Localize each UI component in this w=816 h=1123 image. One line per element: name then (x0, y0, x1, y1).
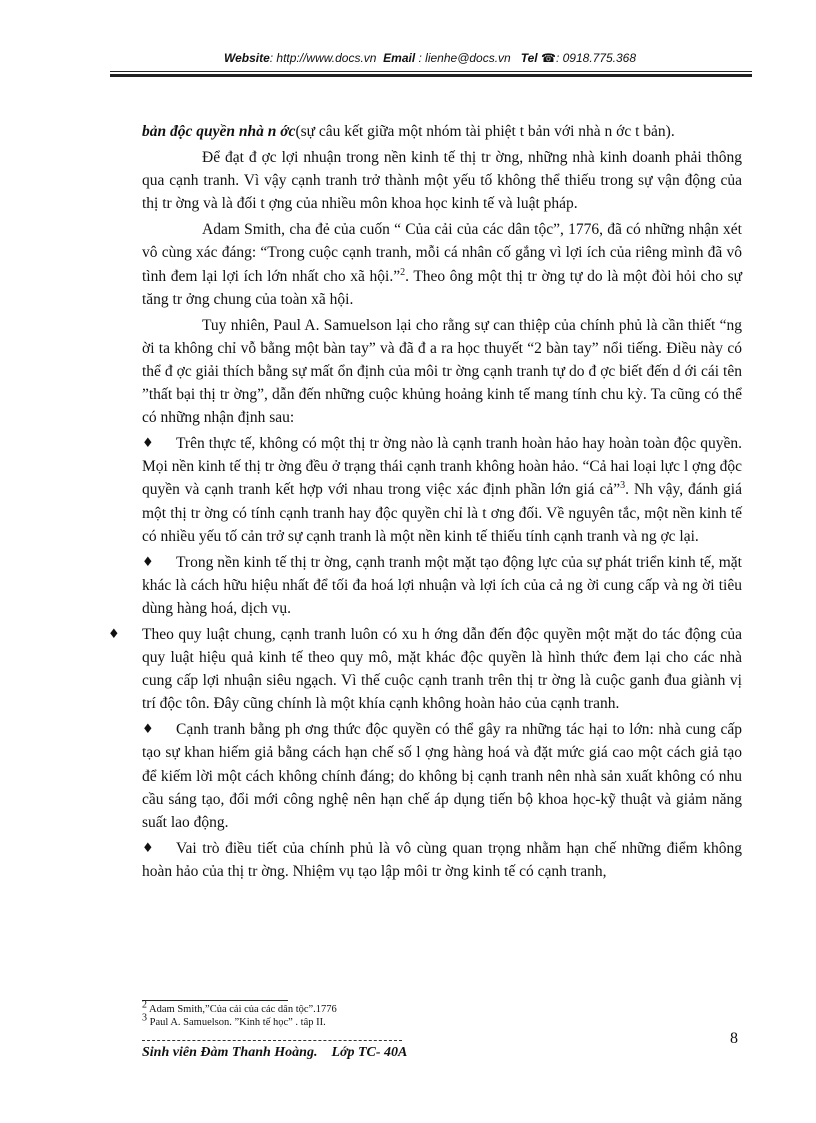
footnote-text: Paul A. Samuelson. ”Kinh tế học” . tâp II. (149, 1017, 326, 1028)
footnote-ref-3[interactable]: 3 (620, 480, 626, 492)
bullet-1-text: Trên thực tế, không có một thị tr ờng nào là cạnh tranh hoàn hảo hay hoàn toàn độc quyền. Mọi nền kinh tế thị tr ờng đều ở trạng thái cạnh tranh không hoàn hảo. “Cả hai loại lực l ợng độc quyền và cạnh tranh kết hợp với nhau trong việc xác định phần lớn giá cả” (142, 435, 742, 499)
website-url[interactable]: : http://www.docs.vn (269, 51, 377, 65)
paragraph-3-end: . Theo ông một thị tr ờng tự do là một đòi hỏi cho sự tăng tr ởng chung của toàn xã hội. (142, 267, 743, 308)
footnote-number: 3 (142, 1012, 147, 1024)
page-number: 8 (730, 1030, 738, 1047)
footnote-2 (142, 999, 542, 1016)
footer-rule (142, 1040, 402, 1041)
bullet-2-text: Trong nền kinh tế thị tr ờng, cạnh tranh một mặt tạo động lực của sự phát triển kinh tế, mặt khác là cách hữu hiệu nhất để tối đa hoá lợi nhuận và lợi ích của cả ng ời cung cấp và ng ời tiêu dùng hàng hoá, dịch vụ. (142, 553, 742, 617)
email-address[interactable]: : lienhe@docs.vn (418, 51, 511, 65)
bullet-4-text: Cạnh tranh bằng ph ơng thức độc quyền có thể gây ra những tác hại to lớn: nhà cung cấp tạo sự khan hiếm giả bằng cách hạn chế số l ợng hàng hoá và đặt mức giá cao một cách giả tạo để kiếm lời một cách không chính đáng; do không bị cạnh tranh nên nhà sản xuất không có nhu cầu sáng tạo, đổi mới công nghệ nên hạn chế áp dụng tiến bộ khoa học-kỹ thuật và giảm năng suất lao động. (142, 721, 742, 831)
footnote-number: 2 (142, 999, 147, 1011)
website-label: Website (223, 51, 270, 65)
paragraph-2: Để đạt đ ợc lợi nhuận trong nền kinh tế thị tr ờng, những nhà kinh doanh phải thông qua cạnh tranh. Vì vậy cạnh tranh trở thành một yếu tố không thể thiếu trong sự vận động của thị tr ờng và là đối t ợng của nhiều môn khoa học kinh tế và luật pháp. (142, 149, 742, 213)
footnote-ref-2[interactable]: 2 (400, 266, 406, 278)
document-body (108, 120, 743, 883)
footer-class: Lớp TC- 40A (331, 1045, 408, 1060)
diamond-bullet-icon: ♦ (142, 436, 154, 452)
footnote-separator (142, 1000, 288, 1001)
phone-icon: ☎ (541, 51, 556, 65)
diamond-bullet-icon: ♦ (142, 840, 154, 856)
footnote-text: Adam Smith,”Của cải của các dân tộc”.1776 (149, 1004, 337, 1015)
footnote-3 (142, 1012, 542, 1029)
bullet-item-4 (142, 718, 742, 833)
bullet-item-2 (142, 551, 742, 620)
tel-label: Tel (520, 51, 538, 65)
paragraph-4: Tuy nhiên, Paul A. Samuelson lại cho rằng sự can thiệp của chính phủ là cần thiết “ng ời ta không chỉ vỗ bằng một bàn tay” và đã đ a ra học thuyết “2 bàn tay” nổi tiếng. Điều này có thể đ ợc giải thích bằng sự mất ổn định của môi tr ờng cạnh tranh tự do đ ợc biết đến d ới cái tên ”thất bại thị tr ờng”, dẫn đến những cuộc khủng hoảng kinh tế mang tính chu kỳ. Ta cũng có thể có những nhận định sau: (142, 316, 742, 427)
email-label: Email (383, 51, 416, 65)
header-rule (110, 71, 752, 77)
paragraph-3-text: Adam Smith, cha đẻ của cuốn “ Của cải của các dân tộc”, 1776, đã có những nhận xét vô cùng xác đáng: “Trong cuộc cạnh tranh, mỗi cá nhân cố gắng vì lợi ích của riêng mình đã vô tình đem lại lợi ích lớn nhất cho xã hội.” (142, 221, 742, 285)
diamond-bullet-icon: ♦ (108, 626, 120, 642)
footer-author: Sinh viên Đàm Thanh Hoàng (142, 1045, 314, 1060)
bullet-3-text: Theo quy luật chung, cạnh tranh luôn có xu h ớng dẫn đến độc quyền một mặt do tác động của quy luật hiệu quả kinh tế theo quy mô, mặt khác độc quyền là hình thức đem lại cho các nhà cung cấp lợi nhuận siêu ngạch. Vì thế cuộc cạnh tranh trên thị tr ờng là cuộc ganh đua giành vị trí độc tôn. Đây cũng chính là một khía cạnh không hoàn hảo của cạnh tranh. (142, 625, 742, 713)
emphasis-text: bản độc quyền nhà n ớc (142, 123, 296, 140)
paragraph-3 (142, 218, 742, 310)
bullet-1-end: . Nh vậy, đánh giá một thị tr ờng có tính cạnh tranh hay độc quyền chỉ là t ơng đối. Về nguyên tắc, một nền kinh tế có nhiều yếu tố cản trở sự cạnh tranh là một nền kinh tế thiếu tính cạnh tranh và ng ợc lại. (142, 481, 742, 545)
bullet-5-text: Vai trò điều tiết của chính phủ là vô cùng quan trọng nhằm hạn chế những điểm không hoàn hảo của thị tr ờng. Nhiệm vụ tạo lập môi tr ờng kinh tế có cạnh tranh, (142, 839, 742, 880)
page-header (110, 51, 750, 65)
bullet-item-5 (142, 837, 742, 883)
bullet-item-1 (142, 432, 742, 547)
diamond-bullet-icon: ♦ (142, 722, 154, 738)
paragraph-1-text: (sự câu kết giữa một nhóm tài phiệt t bản với nhà n ớc t bản). (295, 123, 675, 140)
page-footer: Sinh viên Đàm Thanh Hoàng. Lớp TC- 40A (142, 1045, 408, 1060)
bullet-item-3 (108, 623, 742, 715)
diamond-bullet-icon: ♦ (142, 554, 154, 570)
tel-number: : 0918.775.368 (555, 51, 637, 65)
footnotes (142, 999, 542, 1029)
paragraph-1 (142, 120, 742, 143)
